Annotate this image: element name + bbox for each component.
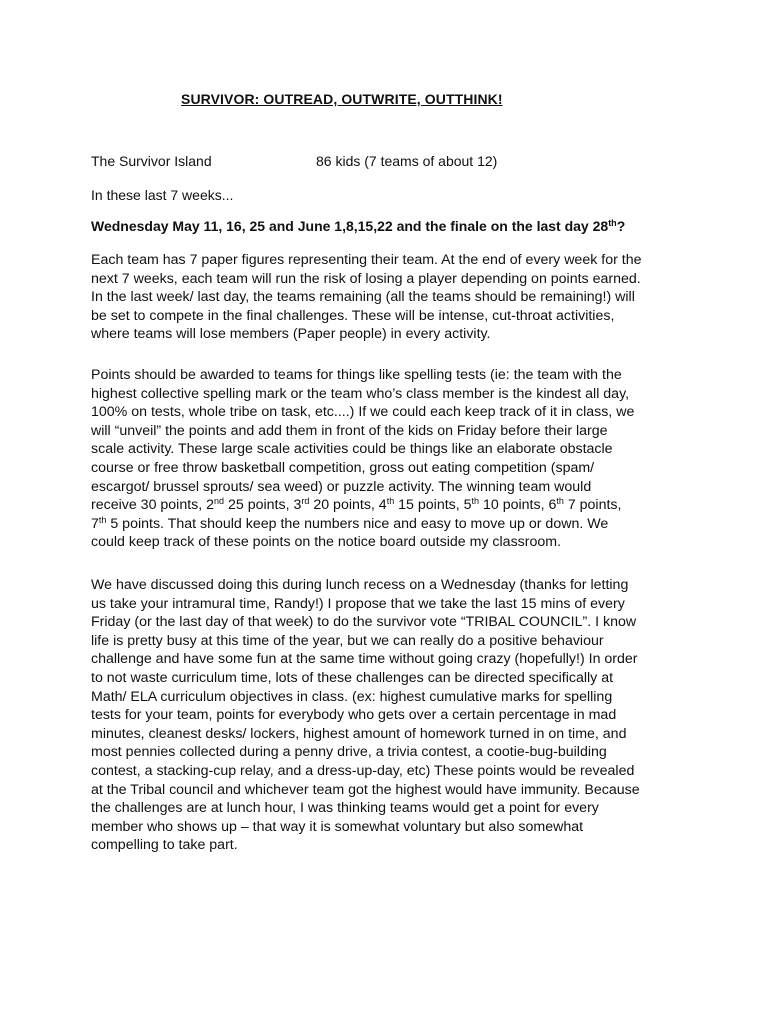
paragraph-line: to not waste curriculum time, lots of these challenges can be directed specifically at [91, 669, 614, 686]
line-segment: 7 points, [563, 497, 622, 514]
line-segment: 5 points. That should keep the numbers nice and easy to move up or down. We [106, 515, 609, 532]
paragraph-line: next 7 weeks, each team will run the risk of losing a player depending on points earned. [91, 270, 641, 287]
points-scale-line-2 [91, 515, 691, 534]
ordinal-superscript: th [386, 496, 395, 507]
location-label: The Survivor Island [91, 153, 212, 169]
ordinal-superscript: th [98, 514, 107, 525]
dates-superscript: th [608, 218, 617, 228]
paragraph-line: the challenges are at lunch hour, I was thinking teams would get a point for every [91, 800, 599, 817]
document-title: SURVIVOR: OUTREAD, OUTWRITE, OUTTHINK! [181, 91, 503, 107]
line-segment: 20 points, 4 [309, 497, 387, 514]
paragraph-points [91, 366, 691, 552]
paragraph-line: minutes, cleanest desks/ lockers, highest amount of homework turned in on time, and [91, 725, 627, 742]
dates-text: Wednesday May 11, 16, 25 and June 1,8,15,22 and the finale on the last day 28 [91, 218, 609, 234]
line-segment: 10 points, 6 [479, 497, 557, 514]
paragraph-line: scale activity. These large scale activities could be things like an elaborate obstacle [91, 441, 613, 458]
paragraph-line: Points should be awarded to teams for things like spelling tests (ie: the team with the [91, 367, 622, 383]
line-segment: 15 points, 5 [394, 497, 472, 514]
ordinal-superscript: nd [214, 496, 225, 507]
intro-line: In these last 7 weeks... [91, 187, 234, 203]
paragraph-line: 100% on tests, whole tribe on task, etc....) If we could each keep track of it in class, we [91, 404, 635, 421]
line-segment: 25 points, 3 [224, 497, 302, 514]
paragraph-line: In the last week/ last day, the teams remaining (all the teams should be remaining!) will [91, 289, 635, 306]
paragraph-line: at the Tribal council and whichever team got the highest would have immunity. Because [91, 781, 640, 798]
paragraph-line: life is pretty busy at this time of the year, but we can really do a positive behaviour [91, 632, 604, 649]
paragraph-line: us take your intramural time, Randy!) I propose that we take the last 15 mins of every [91, 595, 625, 612]
paragraph-line: Math/ ELA curriculum objectives in class. (ex: highest cumulative marks for spelling [91, 688, 613, 705]
paragraph-line: course or free throw basketball competition, gross out eating competition (spam/ [91, 459, 595, 476]
line-segment: 7 [91, 515, 99, 532]
ordinal-superscript: th [556, 496, 564, 507]
dates-line [91, 218, 625, 234]
paragraph-line: be set to compete in the final challenges. These will be intense, cut-throat activities, [91, 307, 615, 324]
points-scale-line [91, 496, 691, 515]
paragraph-line: compelling to take part. [91, 837, 238, 854]
paragraph-line: Friday (or the last day of that week) to do the survivor vote “TRIBAL COUNCIL”. I know [91, 614, 637, 631]
paragraph-line: tests for your team, points for everybody who gets over a certain percentage in mad [91, 707, 617, 724]
ordinal-superscript: th [471, 496, 480, 507]
paragraph-line: challenge and have some fun at the same time without going crazy (hopefully!) In order [91, 651, 638, 668]
line-segment: receive 30 points, 2 [91, 497, 215, 514]
ordinal-superscript: rd [301, 496, 310, 507]
paragraph-line: most pennies collected during a penny drive, a trivia contest, a cootie-bug-building [91, 744, 607, 761]
paragraph-line: escargot/ brussel sprouts/ sea weed) or puzzle activity. The winning team would [91, 478, 592, 495]
participants-label: 86 kids (7 teams of about 12) [316, 153, 498, 169]
paragraph-line: contest, a stacking-cup relay, and a dress-up-day, etc) These points would be revealed [91, 762, 635, 779]
paragraph-line: member who shows up – that way it is somewhat voluntary but also somewhat [91, 818, 584, 835]
paragraph-line: Each team has 7 paper figures representing their team. At the end of every week for the [91, 252, 642, 268]
paragraph-line: We have discussed doing this during lunch recess on a Wednesday (thanks for letting [91, 577, 629, 593]
paragraph-line: where teams will lose members (Paper people) in every activity. [91, 326, 491, 343]
paragraph-line: will “unveil” the points and add them in front of the kids on Friday before their large [91, 422, 608, 439]
paragraph-line: highest collective spelling mark or the team who’s class member is the kindest all day, [91, 385, 630, 402]
dates-end: ? [616, 218, 626, 234]
paragraph-line: could keep track of these points on the notice board outside my classroom. [91, 534, 562, 551]
paragraph-schedule [91, 576, 691, 855]
paragraph-teams [91, 251, 691, 344]
